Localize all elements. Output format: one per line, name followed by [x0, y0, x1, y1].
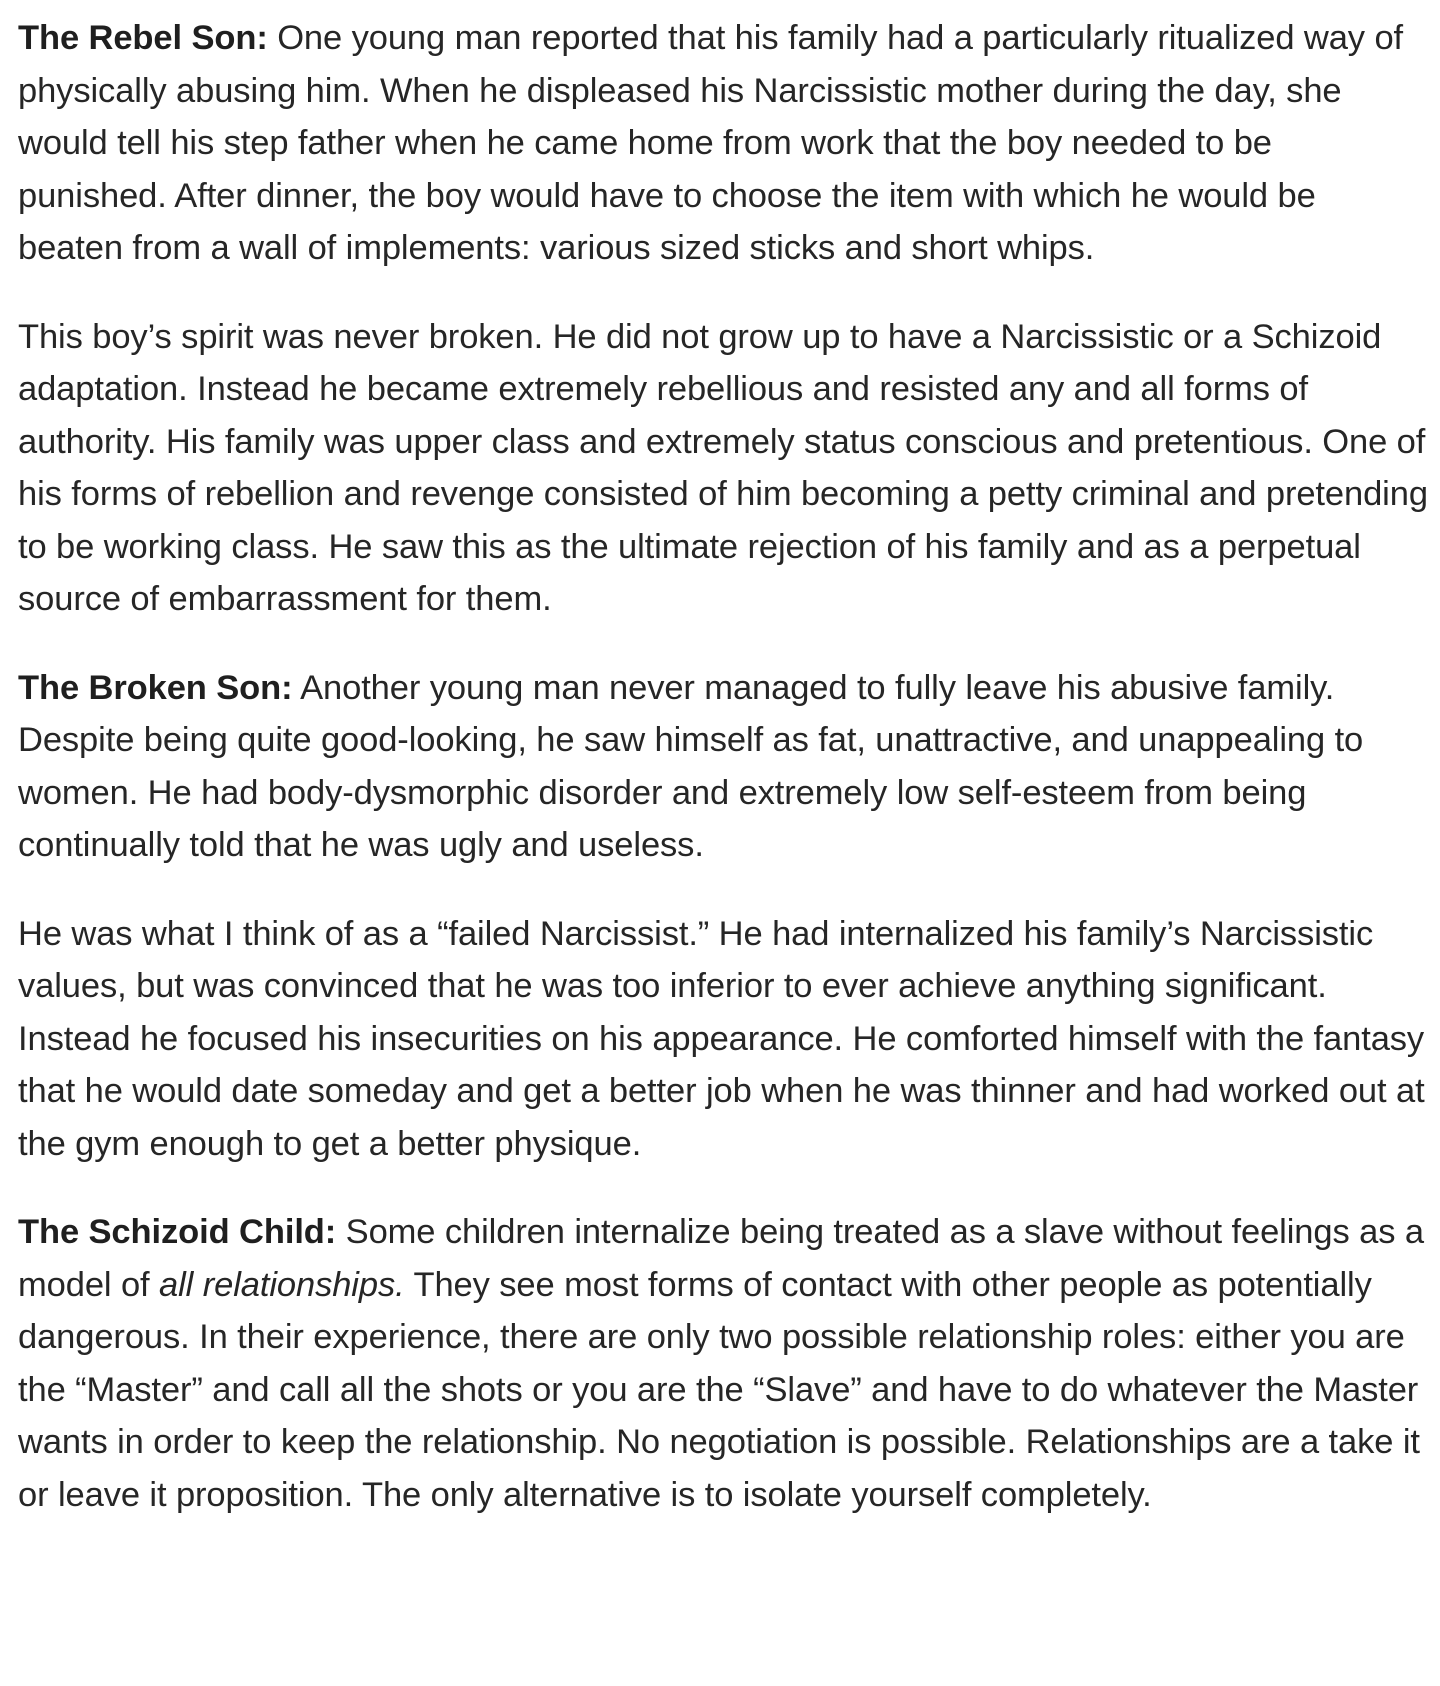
- broken-son-heading: The Broken Son:: [18, 668, 293, 707]
- article-body: [18, 12, 1428, 1521]
- rebel-son-heading: The Rebel Son:: [18, 19, 268, 57]
- rebel-son-continued-text: This boy’s spirit was never broken. He did not grow up to have a Narcissistic or a Schizoid adaptation. Instead he became extremely rebellious and resisted any and all forms of authority. His family was upper class and extremely status conscious and pretentious. One of his forms of rebellion and revenge consisted of him becoming a petty criminal and pretending to be working class. He saw this as the ultimate rejection of his family and as a perpetual source of embarrassment for them.: [18, 317, 1428, 618]
- paragraph-broken-son: [18, 662, 1428, 872]
- paragraph-failed-narcissist: [18, 908, 1428, 1171]
- schizoid-child-text-before: Some children internalize being treated as a slave without feelings as a model of: [18, 1213, 1424, 1304]
- paragraph-rebel-son-continued: [18, 311, 1428, 626]
- schizoid-child-heading: The Schizoid Child:: [18, 1213, 337, 1251]
- failed-narcissist-text: He was what I think of as a “failed Narcissist.” He had internalized his family’s Narcissistic values, but was convinced that he was too inferior to ever achieve anything significant. Instead he focused his insecurities on his appearance. He comforted himself with the fantasy that he would date someday and get a better job when he was thinner and had worked out at the gym enough to get a better physique.: [18, 914, 1425, 1163]
- paragraph-schizoid-child: [18, 1206, 1428, 1521]
- schizoid-child-text-after: They see most forms of contact with other people as potentially dangerous. In their experience, there are only two possible relationship roles: either you are the “Master” and call all the shots or you are the “Slave” and have to do whatever the Master wants in order to keep the relationship. No negotiation is possible. Relationships are a take it or leave it proposition. The only alternative is to isolate yourself completely.: [18, 1265, 1420, 1514]
- paragraph-rebel-son: [18, 12, 1428, 275]
- rebel-son-text: One young man reported that his family had a particularly ritualized way of physically abusing him. When he displeased his Narcissistic mother during the day, she would tell his step father when he came home from work that the boy needed to be punished. After dinner, the boy would have to choose the item with which he would be beaten from a wall of implements: various sized sticks and short whips.: [18, 19, 1404, 267]
- broken-son-text: Another young man never managed to fully leave his abusive family. Despite being quite good-looking, he saw himself as fat, unattractive, and unappealing to women. He had body-dysmorphic disorder and extremely low self-esteem from being continually told that he was ugly and useless.: [18, 668, 1364, 864]
- schizoid-child-emphasis: all relationships.: [159, 1265, 405, 1304]
